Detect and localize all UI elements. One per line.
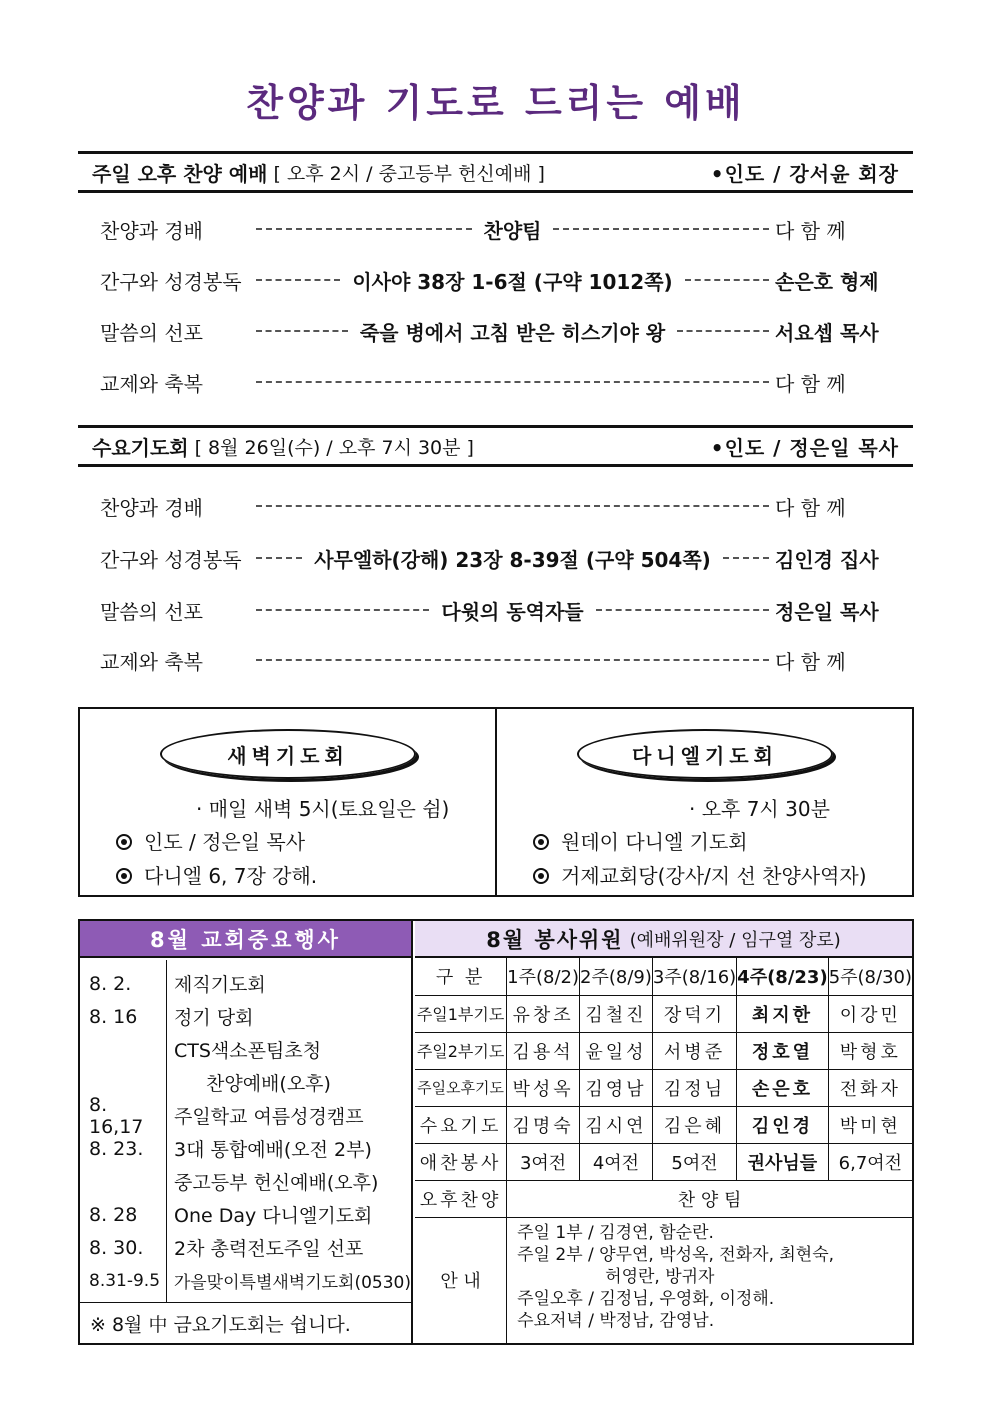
- dotted-leader: [256, 659, 769, 661]
- service-roster-header: [415, 921, 912, 958]
- service-roster-title: 8월 봉사위원: [486, 927, 624, 952]
- table-cell: 유창조: [507, 995, 580, 1032]
- service-roster-panel: [415, 921, 912, 1343]
- dawn-prayer-item-text: 다니엘 6, 7장 강해.: [144, 864, 318, 888]
- event-text: 중고등부 헌신예배(오후): [174, 1172, 379, 1194]
- table-row: [415, 1106, 912, 1143]
- sunday-service-leader: •인도 / 강서윤 회장: [710, 161, 899, 186]
- daniel-prayer-item: [533, 826, 748, 855]
- table-row: [415, 1032, 912, 1069]
- event-text: 제직기도회: [174, 974, 266, 996]
- event-date: 8. 28: [89, 1203, 138, 1226]
- table-cell: 김시연: [580, 1106, 653, 1143]
- order-label: 말씀의 선포: [100, 320, 203, 345]
- table-row: [415, 1217, 912, 1343]
- dotted-leader: [685, 279, 769, 281]
- page-title: 찬양과 기도로 드리는 예배: [246, 81, 746, 125]
- daniel-prayer-item-text: 원데이 다니엘 기도회: [561, 830, 748, 854]
- dawn-prayer-item: [116, 860, 317, 889]
- order-person: 손은호 형제: [775, 269, 879, 294]
- table-cell: 김용석: [507, 1032, 580, 1069]
- dotted-leader: [677, 330, 769, 332]
- row-label: 주일오후기도: [415, 1069, 507, 1106]
- event-text: CTS색소폰팀초청: [174, 1040, 322, 1062]
- table-row: [415, 995, 912, 1032]
- event-text: 3대 통합예배(오전 2부): [174, 1139, 372, 1161]
- wednesday-service-title: 수요기도회: [92, 435, 189, 460]
- order-person: 서요셉 목사: [775, 320, 879, 345]
- event-text: 2차 총력전도주일 선포: [174, 1238, 364, 1260]
- usher-line: 주일 2부 / 양무연, 박성옥, 전화자, 최현숙,: [517, 1244, 835, 1265]
- order-person: 김인경 집사: [775, 547, 879, 572]
- event-row: [80, 967, 411, 1000]
- daniel-prayer-title: 다니엘기도회: [577, 729, 833, 779]
- service-roster-table: [415, 958, 912, 1344]
- wednesday-order-row: [100, 543, 897, 573]
- event-row: [80, 1033, 411, 1066]
- events-note: ※ 8월 中 금요기도회는 쉽니다.: [80, 1302, 411, 1343]
- table-cell: 6,7여전: [828, 1143, 912, 1180]
- usher-guide-cell: [507, 1217, 912, 1343]
- wednesday-order-row: [100, 645, 897, 675]
- dawn-prayer-item-text: 인도 / 정은일 목사: [144, 830, 306, 854]
- order-person: 정은일 목사: [775, 599, 879, 624]
- table-cell: 서병준: [652, 1032, 736, 1069]
- dotted-leader: [723, 557, 769, 559]
- daniel-prayer-item: [533, 860, 867, 889]
- order-person: 다 함 께: [775, 649, 846, 674]
- table-cell: 권사님들: [737, 1143, 829, 1180]
- event-date: 8. 23.: [89, 1137, 144, 1160]
- table-cell: 박미현: [828, 1106, 912, 1143]
- afternoon-praise-cell: 찬 양 팀: [507, 1180, 912, 1217]
- order-label: 말씀의 선포: [100, 599, 203, 624]
- order-label: 간구와 성경봉독: [100, 547, 242, 572]
- service-roster-subtitle: (예배위원장 / 임구열 장로): [629, 929, 841, 951]
- dotted-leader: [256, 557, 302, 559]
- table-cell: 5여전: [652, 1143, 736, 1180]
- order-person: 다 함 께: [775, 371, 846, 396]
- table-cell: 4여전: [580, 1143, 653, 1180]
- dawn-prayer-time: · 매일 새벽 5시(토요일은 쉼): [196, 797, 450, 821]
- table-header-cell: 5주(8/30): [828, 958, 912, 995]
- dawn-prayer-title: 새벽기도회: [160, 729, 416, 779]
- table-cell: 김명숙: [507, 1106, 580, 1143]
- row-label: 안 내: [415, 1217, 507, 1343]
- events-panel: [80, 921, 413, 1343]
- table-header-cell: 구 분: [415, 958, 507, 995]
- table-header-cell: 2주(8/9): [580, 958, 653, 995]
- table-cell: 박성옥: [507, 1069, 580, 1106]
- daniel-prayer-item-text: 거제교회당(강사/지 선 찬양사역자): [561, 864, 867, 888]
- event-text: 주일학교 여름성경캠프: [174, 1106, 364, 1128]
- order-content: 죽을 병에서 고침 받은 히스기야 왕: [359, 320, 666, 345]
- table-cell: 김철진: [580, 995, 653, 1032]
- table-row: [415, 1180, 912, 1217]
- circle-bullet-icon: [533, 868, 549, 884]
- dotted-leader: [256, 279, 340, 281]
- usher-line: 주일오후 / 김정님, 우영화, 이정해.: [517, 1288, 775, 1309]
- table-cell: 김은혜: [652, 1106, 736, 1143]
- table-cell: 전화자: [828, 1069, 912, 1106]
- table-cell: 김영남: [580, 1069, 653, 1106]
- table-cell: 이강민: [828, 995, 912, 1032]
- dotted-leader: [256, 330, 348, 332]
- table-cell: 최지한: [737, 995, 829, 1032]
- dotted-leader: [256, 381, 769, 383]
- row-label: 오후찬양: [415, 1180, 507, 1217]
- order-content: 다윗의 동역자들: [441, 599, 584, 624]
- order-label: 교제와 축복: [100, 371, 203, 396]
- bottom-info-box: [78, 919, 914, 1345]
- event-date: 8. 16: [89, 1005, 138, 1028]
- events-title: 8월 교회중요행사: [80, 921, 411, 958]
- order-person: 다 함 께: [775, 218, 846, 243]
- order-label: 간구와 성경봉독: [100, 269, 242, 294]
- event-row: [80, 1165, 411, 1198]
- event-text: One Day 다니엘기도회: [174, 1205, 373, 1227]
- table-header-cell: 4주(8/23): [737, 958, 829, 995]
- sunday-service-title: 주일 오후 찬양 예배: [92, 161, 268, 186]
- table-cell: 손은호: [737, 1069, 829, 1106]
- dawn-prayer-item: [116, 826, 305, 855]
- wednesday-order-row: [100, 595, 897, 625]
- circle-bullet-icon: [116, 868, 132, 884]
- order-label: 찬양과 경배: [100, 495, 203, 520]
- dawn-prayer-panel: [80, 709, 495, 895]
- order-person: 다 함 께: [775, 495, 846, 520]
- event-text: 정기 당회: [174, 1007, 254, 1029]
- table-header-cell: 3주(8/16): [652, 958, 736, 995]
- usher-line: 수요저녁 / 박정남, 감영남.: [517, 1310, 715, 1331]
- usher-line: 주일 1부 / 김경연, 함순란.: [517, 1222, 714, 1243]
- table-row: [415, 1143, 912, 1180]
- event-date: 8. 30.: [89, 1236, 144, 1259]
- event-row: [80, 1198, 411, 1231]
- sunday-service-header: [78, 151, 913, 193]
- sunday-service-time: [ 오후 2시 / 중고등부 헌신예배 ]: [273, 162, 545, 185]
- event-date: 8.31-9.5: [89, 1270, 161, 1291]
- order-content: 사무엘하(강해) 23장 8-39절 (구약 504쪽): [314, 547, 711, 572]
- event-date: 8. 16,17: [89, 1093, 144, 1138]
- circle-bullet-icon: [533, 834, 549, 850]
- event-text: 가을맞이특별새벽기도회(0530): [173, 1273, 411, 1293]
- daniel-prayer-panel: [495, 709, 912, 895]
- sunday-order-row: [100, 316, 897, 346]
- table-cell: 박형호: [828, 1032, 912, 1069]
- table-cell: 장덕기: [652, 995, 736, 1032]
- order-label: 교제와 축복: [100, 649, 203, 674]
- wednesday-service-leader: •인도 / 정은일 목사: [710, 435, 899, 460]
- event-row: [80, 1264, 411, 1297]
- usher-line: 허영란, 방귀자: [605, 1266, 715, 1287]
- dotted-leader: [256, 609, 429, 611]
- prayer-meetings-box: [78, 707, 914, 897]
- order-content: 찬양팀: [483, 218, 542, 243]
- event-date: 8. 2.: [89, 972, 132, 995]
- table-header-row: [415, 958, 912, 995]
- dotted-leader: [256, 505, 769, 507]
- sunday-order-row: [100, 367, 897, 397]
- table-row: [415, 1069, 912, 1106]
- table-cell: 윤일성: [580, 1032, 653, 1069]
- daniel-prayer-time: · 오후 7시 30분: [689, 797, 830, 821]
- event-row: [80, 1132, 411, 1165]
- order-label: 찬양과 경배: [100, 218, 203, 243]
- event-row: [80, 1000, 411, 1033]
- dotted-leader: [256, 228, 472, 230]
- row-label: 수요기도: [415, 1106, 507, 1143]
- circle-bullet-icon: [116, 834, 132, 850]
- wednesday-order-row: [100, 491, 897, 521]
- event-row: [80, 1093, 411, 1138]
- sunday-order-row: [100, 265, 897, 295]
- sunday-order-row: [100, 214, 897, 244]
- dotted-leader: [553, 228, 769, 230]
- event-row: [80, 1231, 411, 1264]
- wednesday-service-header: [78, 425, 913, 467]
- table-cell: 3여전: [507, 1143, 580, 1180]
- row-label: 애찬봉사: [415, 1143, 507, 1180]
- row-label: 주일1부기도: [415, 995, 507, 1032]
- table-cell: 김정님: [652, 1069, 736, 1106]
- wednesday-service-time: [ 8월 26일(수) / 오후 7시 30분 ]: [194, 436, 474, 459]
- order-content: 이사야 38장 1-6절 (구약 1012쪽): [352, 269, 673, 294]
- table-cell: 김인경: [737, 1106, 829, 1143]
- event-text: 찬양예배(오후): [206, 1073, 331, 1095]
- table-cell: 정호열: [737, 1032, 829, 1069]
- table-header-cell: 1주(8/2): [507, 958, 580, 995]
- dotted-leader: [596, 609, 769, 611]
- row-label: 주일2부기도: [415, 1032, 507, 1069]
